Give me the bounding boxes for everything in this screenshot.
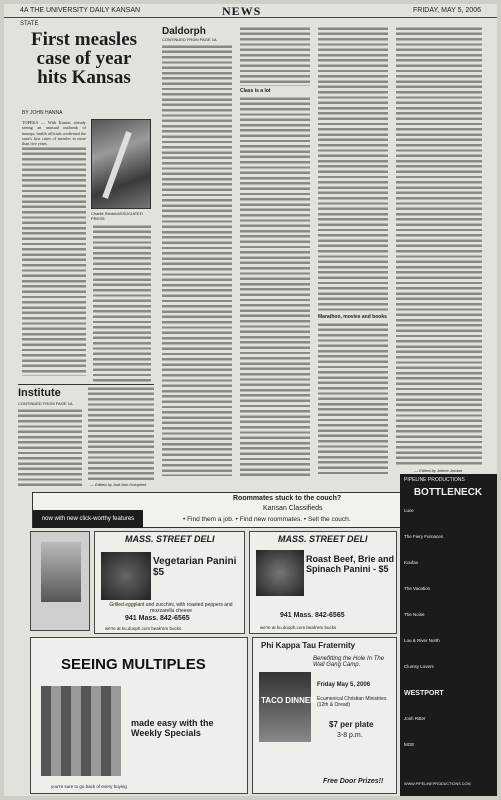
phi-kappa-ad (252, 637, 397, 794)
divider (18, 384, 154, 385)
photo-ad (30, 531, 90, 631)
taco-image (259, 672, 311, 742)
news-photo (91, 119, 151, 209)
ad-date: Friday May 5, 2006 (317, 682, 371, 688)
venue-sidebar-ad (400, 474, 497, 796)
story-credit: — Edited by Jodi Ann Holopirek (90, 482, 147, 487)
header-section: NEWS (222, 4, 262, 18)
ad-line: • Find them a job. • Find new roommates. • Sell the couch. (183, 516, 351, 523)
story-credit: — Edited by Jolene Jordan (414, 468, 463, 473)
story-column (88, 386, 154, 482)
newspaper-page (4, 4, 497, 796)
syringe-image (102, 131, 132, 199)
ad-black-band: now with new click-worthy features (33, 510, 143, 528)
ad-item: Roast Beef, Brie and Spinach Panini - $5 (306, 554, 395, 574)
section-heading: Class is a lot (240, 88, 271, 94)
person-image (41, 542, 81, 602)
ad-brand: MASS. STREET DELI (278, 534, 368, 544)
deli-ad (249, 531, 397, 634)
story-headline: First measles case of year hits Kansas (30, 29, 138, 88)
ad-header: PIPELINE PRODUCTIONS (404, 477, 465, 483)
story-headline: Institute (18, 387, 61, 399)
ad-event-name: TACO DINNER (261, 696, 316, 705)
act-name: Koufax (404, 560, 419, 565)
act-name: MOE (404, 742, 415, 747)
story-dateline: Daldorph (162, 26, 206, 37)
ad-footer: WWW.PIPELINEPRODUCTIONS.COM (404, 782, 471, 786)
body-text-lines (22, 146, 86, 376)
page-header (4, 4, 497, 18)
photo-caption: Charlie Riedel/ASSOCIATED PRESS (91, 211, 143, 221)
ad-tagline: made easy with the Weekly Specials (131, 718, 214, 738)
ad-extra: Free Door Prizes!! (323, 778, 384, 785)
ad-item: Vegetarian Panini $5 (153, 556, 237, 578)
deli-ad (94, 531, 245, 634)
story-column (93, 224, 151, 382)
multiples-ad (30, 637, 248, 794)
story-column (318, 26, 388, 312)
ad-phone: 941 Mass. 842-6565 (280, 612, 345, 619)
ad-benefit: Benefitting the Hole In The Wall Gang Camp. (313, 656, 385, 668)
ad-place: Ecumenical Christian Ministries (12th & Oread) (317, 696, 387, 708)
act-name: The Noise (404, 612, 425, 617)
ad-venue: BOTTLENECK (413, 487, 483, 498)
ad-footer: you're sure to go back of every buying (51, 784, 127, 789)
story-column (162, 44, 232, 476)
ad-line: Kansan Classifieds (263, 505, 323, 512)
story-byline: BY JOHN HANNA (22, 110, 63, 116)
ad-brand: MASS. STREET DELI (125, 534, 215, 544)
story-column (240, 26, 310, 86)
section-tag: STATE (20, 21, 39, 27)
act-name: The Vacation (404, 586, 431, 591)
ad-line: Roommates stuck to the couch? (233, 495, 342, 502)
act-name: Josh Ritter (404, 716, 426, 721)
ad-phone: 941 Mass. 842-6565 (125, 615, 190, 622)
story-subhead: CONTINUED FROM PAGE 1A (162, 37, 217, 42)
act-name: Luce (404, 508, 414, 513)
pattern-image (41, 686, 121, 776)
ad-web: we're at ku.dooph.com beak'em bucks (260, 625, 337, 630)
act-name: WESTPORT (404, 690, 444, 697)
section-heading: Marathon, movies and books (318, 314, 387, 320)
header-paper-name: 4A THE UNIVERSITY DAILY KANSAN (20, 7, 141, 14)
act-name: The Fiery Furnaces (404, 534, 444, 539)
story-column (240, 96, 310, 476)
sandwich-image (101, 552, 151, 600)
act-name: Lou & River North (404, 638, 440, 643)
ad-time: 3-8 p.m. (337, 732, 363, 739)
ad-title: Phi Kappa Tau Fraternity (261, 641, 356, 650)
story-lede: TOPEKA — With Kansas already seeing an unusual outbreak of mumps, health officials confirmed the state's first cases of measles in more than five years. (22, 120, 86, 147)
ad-title: SEEING MULTIPLES (61, 656, 206, 673)
story-column (22, 120, 86, 382)
ad-price: $7 per plate (329, 720, 374, 729)
header-date: FRIDAY, MAY 5, 2006 (413, 7, 481, 14)
story-column (18, 408, 82, 488)
story-column (318, 322, 388, 476)
ad-web: we're at ku.dooph.com beak'em bucks (105, 626, 182, 631)
story-column (396, 26, 482, 466)
ad-description: Grilled eggplant and zucchini, with roasted peppers and mozzarella cheese (109, 602, 233, 614)
story-subhead: CONTINUED FROM PAGE 1A (18, 401, 73, 406)
act-name: Clumsy Lovers (404, 664, 434, 669)
sandwich-image (256, 550, 304, 596)
